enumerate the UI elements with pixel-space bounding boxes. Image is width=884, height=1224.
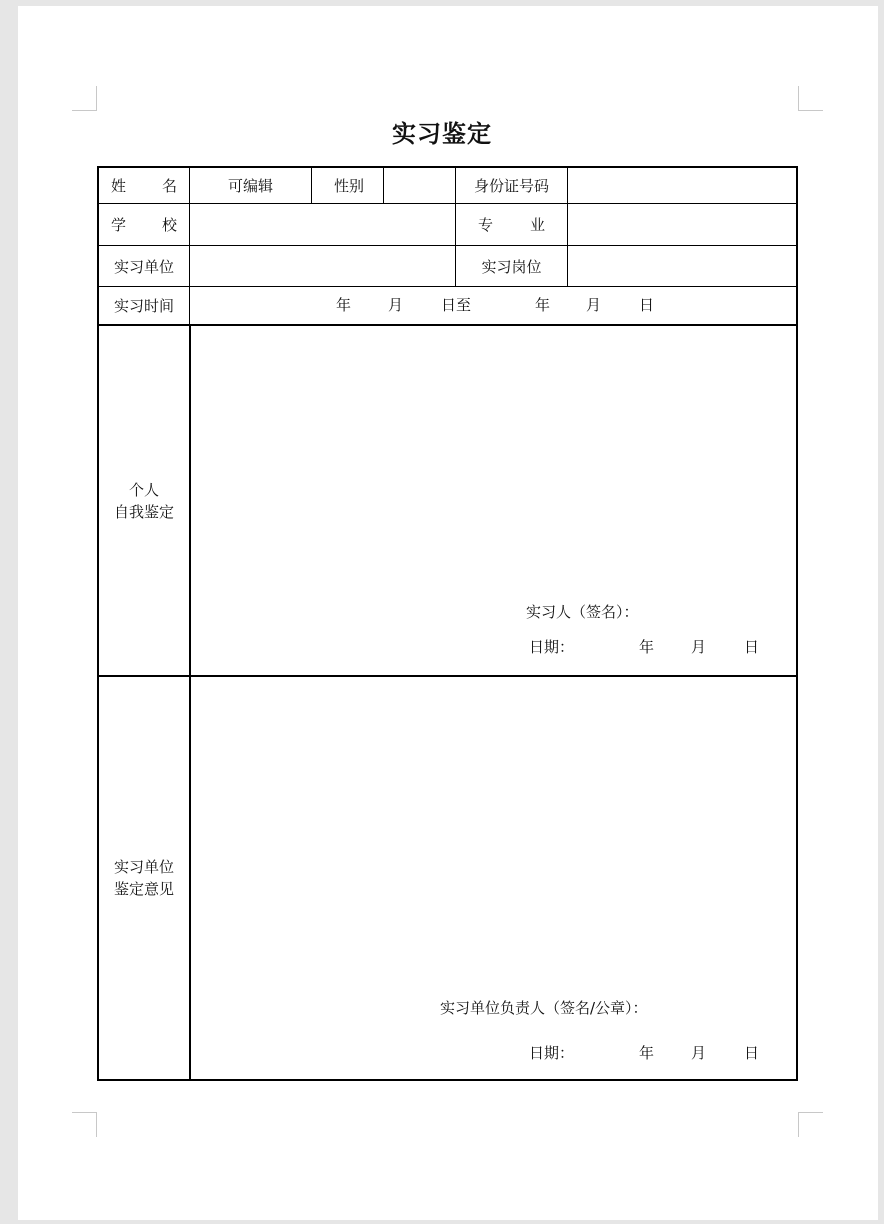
id-number-field[interactable] — [568, 168, 796, 203]
end-day-unit: 日 — [639, 296, 655, 314]
page-corner-mark — [72, 86, 97, 111]
school-label — [99, 204, 189, 245]
major-label — [456, 204, 567, 245]
school-label-char: 学 — [111, 216, 127, 234]
self-eval-day-unit: 日 — [744, 638, 760, 656]
self-eval-signer: 实习人（签名）： — [526, 603, 639, 621]
unit-eval-label-line: 鉴定意见 — [113, 880, 174, 898]
school-field[interactable] — [190, 204, 455, 245]
self-eval-year-unit: 年 — [639, 638, 655, 656]
self-eval-date-label: 日期： — [529, 638, 575, 656]
major-label-char: 业 — [529, 216, 545, 234]
unit-eval-year-unit: 年 — [639, 1044, 655, 1062]
self-eval-field[interactable] — [191, 326, 796, 675]
unit-eval-day-unit: 日 — [744, 1044, 760, 1062]
name-label — [99, 168, 189, 203]
unit-eval-signer: 实习单位负责人（签名/公章）： — [440, 999, 648, 1017]
major-field[interactable] — [568, 204, 796, 245]
id-number-label: 身份证号码 — [473, 177, 549, 195]
page-corner-mark — [798, 1112, 823, 1137]
gender-field[interactable] — [384, 168, 455, 203]
name-label-char: 名 — [161, 177, 177, 195]
start-day-to: 日至 — [441, 296, 472, 314]
end-month-unit: 月 — [586, 296, 602, 314]
document-title: 实习鉴定 — [392, 119, 492, 148]
end-year-unit: 年 — [535, 296, 551, 314]
major-label-char: 专 — [478, 216, 494, 234]
name-field[interactable]: 可编辑 — [227, 177, 273, 195]
page-corner-mark — [798, 86, 823, 111]
self-eval-month-unit: 月 — [691, 638, 707, 656]
unit-eval-label — [99, 677, 189, 1079]
start-month-unit: 月 — [388, 296, 404, 314]
self-eval-label-line: 自我鉴定 — [113, 502, 174, 521]
time-label: 实习时间 — [113, 297, 174, 315]
name-label-char: 姓 — [111, 177, 127, 195]
unit-field[interactable] — [190, 246, 455, 286]
self-eval-label — [99, 326, 189, 675]
self-eval-label-line: 个人 — [128, 480, 159, 499]
school-label-char: 校 — [161, 216, 177, 234]
position-label: 实习岗位 — [481, 257, 542, 276]
unit-eval-date-label: 日期： — [529, 1044, 575, 1062]
start-year-unit: 年 — [336, 296, 352, 314]
unit-eval-field[interactable] — [191, 677, 796, 1079]
unit-eval-label-line: 实习单位 — [113, 858, 174, 876]
unit-eval-month-unit: 月 — [691, 1044, 707, 1062]
gender-label: 性别 — [334, 177, 365, 195]
page-corner-mark — [72, 1112, 97, 1137]
position-field[interactable] — [568, 246, 796, 286]
internship-form-table — [97, 166, 798, 1081]
unit-label: 实习单位 — [113, 257, 174, 276]
row-divider — [99, 286, 796, 287]
